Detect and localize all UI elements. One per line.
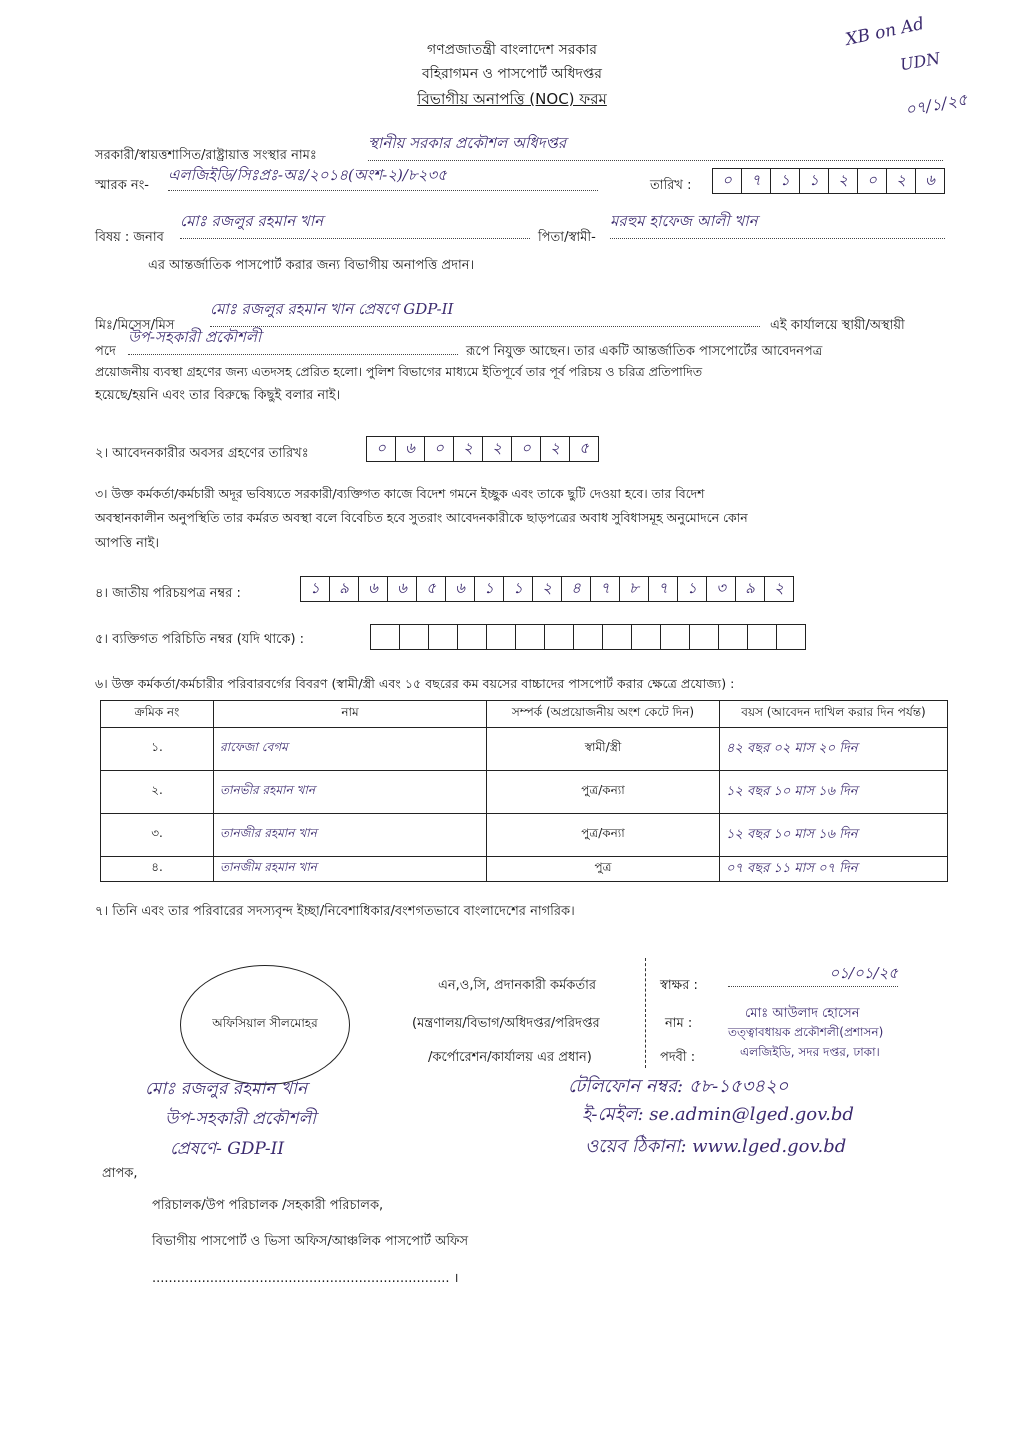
item3-line-1: ৩। উক্ত কর্মকর্তা/কর্মচারী অদূর ভবিষ্যতে সরকারী/ব্যক্তিগত কাজে বিদেশ গমনে ইচ্ছুক এবং তাকে ছুটি দেওয়া হবে। তার বিদেশ — [95, 486, 705, 501]
row-name: তানজীর রহমান খান — [214, 814, 487, 857]
retirement-digit: ০ — [512, 437, 541, 461]
recipient-blank: ........................................................................ । — [152, 1271, 459, 1286]
nid-digit: ৬ — [388, 577, 417, 601]
date-digit: ৬ — [925, 170, 935, 189]
pin-digit — [574, 625, 603, 649]
form-title: বিভাগীয় অনাপত্তি (NOC) ফরম — [417, 90, 607, 108]
pin-digit — [777, 625, 805, 649]
body-line-4: হয়েছে/হয়নি এবং তার বিরুদ্ধে কিছুই বলার নাই। — [95, 388, 341, 403]
retirement-digit: ৬ — [396, 437, 425, 461]
pin-digit — [429, 625, 458, 649]
pin-boxes — [370, 624, 806, 650]
pin-digit — [719, 625, 748, 649]
pin-digit — [690, 625, 719, 649]
row-relation: পুত্র/কন্যা — [487, 771, 720, 814]
corner-note-line-2: UDN — [898, 48, 942, 75]
memo-date-boxes — [712, 168, 945, 194]
nid-boxes — [300, 576, 794, 602]
nid-digit: ২ — [774, 578, 784, 597]
subject-label: বিষয় : জনাব — [95, 230, 164, 245]
nid-label: ৪। জাতীয় পরিচয়পত্র নম্বর : — [95, 586, 241, 601]
pin-digit — [748, 625, 777, 649]
nid-digit: ৪ — [562, 577, 591, 601]
org-value: স্থানীয় সরকার প্রকৌশল অধিদপ্তর — [368, 132, 943, 161]
row-name: তানজীম রহমান খান — [214, 857, 487, 882]
post-label: পদে — [95, 344, 116, 359]
nid-digit: ৭ — [591, 577, 620, 601]
date-digit: ১ — [771, 169, 800, 193]
subject-name: মোঃ রজলুর রহমান খান — [180, 210, 530, 239]
memo-label: স্মারক নং- — [95, 178, 149, 193]
applicant-name: মোঃ রজলুর রহমান খান প্রেষণে GDP-II — [210, 298, 760, 327]
recipient-line-1: পরিচালক/উপ পরিচালক /সহকারী পরিচালক, — [152, 1198, 384, 1213]
citizenship-statement: ৭। তিনি এবং তার পরিবারের সদস্যবৃন্দ ইচ্ছা/নিবেশাধিকার/বংশগতভাবে বাংলাদেশের নাগরিক। — [95, 904, 575, 919]
header-line-2: বহিরাগমন ও পাসপোর্ট অধিদপ্তর — [421, 66, 603, 82]
row-serial: ৪. — [101, 857, 214, 882]
pin-digit — [661, 625, 690, 649]
post-rest: রূপে নিযুক্ত আছেন। তার একটি আন্তর্জাতিক পাসপোর্টের আবেদনপত্র — [466, 344, 823, 359]
table-row — [101, 728, 948, 771]
pin-digit — [371, 625, 400, 649]
nid-digit: ১ — [504, 577, 533, 601]
nid-digit: ১ — [678, 577, 707, 601]
org-label: সরকারী/স্বায়ত্তশাসিত/রাষ্ট্রায়াত্ত সংস্থার নামঃ — [95, 148, 317, 163]
row-age: ১২ বছর ১০ মাস ১৬ দিন — [720, 771, 948, 814]
pin-label: ৫। ব্যক্তিগত পরিচিতি নম্বর (যদি থাকে) : — [95, 632, 305, 647]
col-age: বয়স (আবেদন দাখিল করার দিন পর্যন্ত) — [720, 701, 948, 728]
table-row — [101, 857, 948, 882]
pin-digit — [458, 625, 487, 649]
date-digit: ০ — [858, 169, 887, 193]
nid-digit: ১ — [475, 577, 504, 601]
permanence-text: এই কার্যালয়ে স্থায়ী/অস্থায়ী — [770, 318, 905, 333]
applicant-note-line-3: প্রেষণে- GDP-II — [170, 1139, 285, 1159]
divider — [645, 958, 647, 1068]
nid-digit: ৬ — [359, 577, 388, 601]
retirement-digit: ২ — [483, 437, 512, 461]
date-digit: ২ — [829, 169, 858, 193]
sign-label: স্বাক্ষর : — [660, 978, 698, 993]
applicant-note-line-2: উপ-সহকারী প্রকৌশলী — [165, 1109, 316, 1129]
officer-title: তত্ত্বাবধায়ক প্রকৌশলী(প্রশাসন) — [728, 1025, 884, 1039]
retirement-digit: ৫ — [579, 438, 589, 457]
pin-digit — [632, 625, 661, 649]
contact-web: ওয়েব ঠিকানা: www.lged.gov.bd — [585, 1136, 847, 1157]
name-label: নাম : — [665, 1016, 693, 1031]
issuer-line-2: (মন্ত্রণালয়/বিভাগ/অধিদপ্তর/পরিদপ্তর — [412, 1016, 600, 1031]
row-serial: ২. — [101, 771, 214, 814]
col-name: নাম — [214, 701, 487, 728]
header-line-1: গণপ্রজাতন্ত্রী বাংলাদেশ সরকার — [427, 42, 597, 58]
row-name: রাফেজা বেগম — [214, 728, 487, 771]
row-serial: ১. — [101, 728, 214, 771]
row-relation: স্বামী/স্ত্রী — [487, 728, 720, 771]
col-serial: ক্রমিক নং — [101, 701, 214, 728]
applicant-note-line-1: মোঃ রজলুর রহমান খান — [145, 1079, 308, 1099]
row-age: ৪২ বছর ০২ মাস ২০ দিন — [720, 728, 948, 771]
corner-note-date: ০৭/১/২৫ — [903, 89, 969, 120]
subject-line-2: এর আন্তর্জাতিক পাসপোর্ট করার জন্য বিভাগীয় অনাপত্তি প্রদান। — [148, 258, 475, 273]
officer-name: মোঃ আউলাদ হোসেন — [745, 1006, 860, 1021]
table-row — [101, 771, 948, 814]
date-digit: ৭ — [742, 169, 771, 193]
nid-digit: ৫ — [417, 577, 446, 601]
official-seal — [180, 965, 350, 1085]
family-label: ৬। উক্ত কর্মকর্তা/কর্মচারীর পরিবারবর্গের বিবরণ (স্বামী/স্ত্রী এবং ১৫ বছরের কম বয়সের বাচ্চাদের পাসপোর্ট করার ক্ষেত্রে প্রযোজ্য) : — [95, 676, 735, 691]
post-designation-value: এলজিইডি, সদর দপ্তর, ঢাকা। — [740, 1045, 880, 1059]
issuer-line-1: এন,ও,সি, প্রদানকারী কর্মকর্তার — [438, 978, 597, 993]
contact-email: ই-মেইল: se.admin@lged.gov.bd — [582, 1104, 854, 1125]
row-serial: ৩. — [101, 814, 214, 857]
item3-line-3: আপত্তি নাই। — [95, 536, 160, 551]
seal-label: অফিসিয়াল সীলমোহর — [212, 1016, 318, 1030]
date-digit: ০ — [713, 169, 742, 193]
nid-digit: ৩ — [707, 577, 736, 601]
nid-digit: ২ — [533, 577, 562, 601]
retirement-digit: ২ — [454, 437, 483, 461]
retirement-digit: ০ — [367, 437, 396, 461]
nid-digit: ৯ — [330, 577, 359, 601]
nid-digit: ৬ — [446, 577, 475, 601]
table-row — [101, 814, 948, 857]
post-value: উপ-সহকারী প্রকৌশলী — [128, 326, 458, 355]
date-digit: ২ — [887, 169, 916, 193]
row-relation: পুত্র — [487, 857, 720, 882]
pin-digit — [545, 625, 574, 649]
row-name: তানভীর রহমান খান — [214, 771, 487, 814]
body-line-3: প্রয়োজনীয় ব্যবস্থা গ্রহণের জন্য এতদসহ প্রেরিত হলো। পুলিশ বিভাগের মাধ্যমে ইতিপূর্বে তার পূর্ব পরিচয় ও চরিত্র প্রতিপাদিত — [95, 364, 703, 379]
parent-label: পিতা/স্বামী- — [538, 230, 596, 245]
memo-date-label: তারিখ : — [650, 178, 692, 193]
date-digit: ১ — [800, 169, 829, 193]
pin-digit — [487, 625, 516, 649]
sign-value: ০১/০১/২৫ — [728, 962, 898, 987]
salutation-label: মিঃ/মিসেস/মিস — [95, 318, 175, 333]
nid-digit: ৯ — [736, 577, 765, 601]
item3-line-2: অবস্থানকালীন অনুপস্থিতি তার কর্মরত অবস্থা বলে বিবেচিত হবে সুতরাং আবেদনকারীকে ছাড়পত্রের অবাধ সুবিধাসমূহ অনুমোদনে কোন — [95, 510, 748, 525]
recipient-label: প্রাপক, — [102, 1166, 138, 1181]
row-age: ১২ বছর ১০ মাস ১৬ দিন — [720, 814, 948, 857]
nid-digit: ৭ — [649, 577, 678, 601]
post-designation-label: পদবী : — [660, 1050, 696, 1065]
family-table — [100, 700, 948, 882]
nid-digit: ১ — [301, 577, 330, 601]
parent-value: মরহুম হাফেজ আলী খান — [610, 210, 945, 239]
pin-digit — [516, 625, 545, 649]
contact-phone: টেলিফোন নম্বর: ৫৮-১৫৩৪২০ — [568, 1076, 789, 1097]
retirement-date-boxes — [366, 436, 599, 462]
pin-digit — [603, 625, 632, 649]
issuer-line-3: /কর্পোরেশন/কার্যালয় এর প্রধান) — [428, 1050, 592, 1065]
row-relation: পুত্র/কন্যা — [487, 814, 720, 857]
memo-value: এলজিইডি/সিঃপ্রঃ-অঃ/২০১৪(অংশ-২)/৮২৩৫ — [168, 164, 598, 191]
pin-digit — [400, 625, 429, 649]
retirement-digit: ০ — [425, 437, 454, 461]
corner-note-line-1: XB on Ad — [843, 13, 926, 51]
recipient-line-2: বিভাগীয় পাসপোর্ট ও ভিসা অফিস/আঞ্চলিক পাসপোর্ট অফিস — [152, 1234, 469, 1249]
col-relation: সম্পর্ক (অপ্রয়োজনীয় অংশ কেটে দিন) — [487, 701, 720, 728]
retirement-label: ২। আবেদনকারীর অবসর গ্রহণের তারিখঃ — [95, 446, 309, 461]
row-age: ০৭ বছর ১১ মাস ০৭ দিন — [720, 857, 948, 882]
nid-digit: ৮ — [620, 577, 649, 601]
retirement-digit: ২ — [541, 437, 570, 461]
